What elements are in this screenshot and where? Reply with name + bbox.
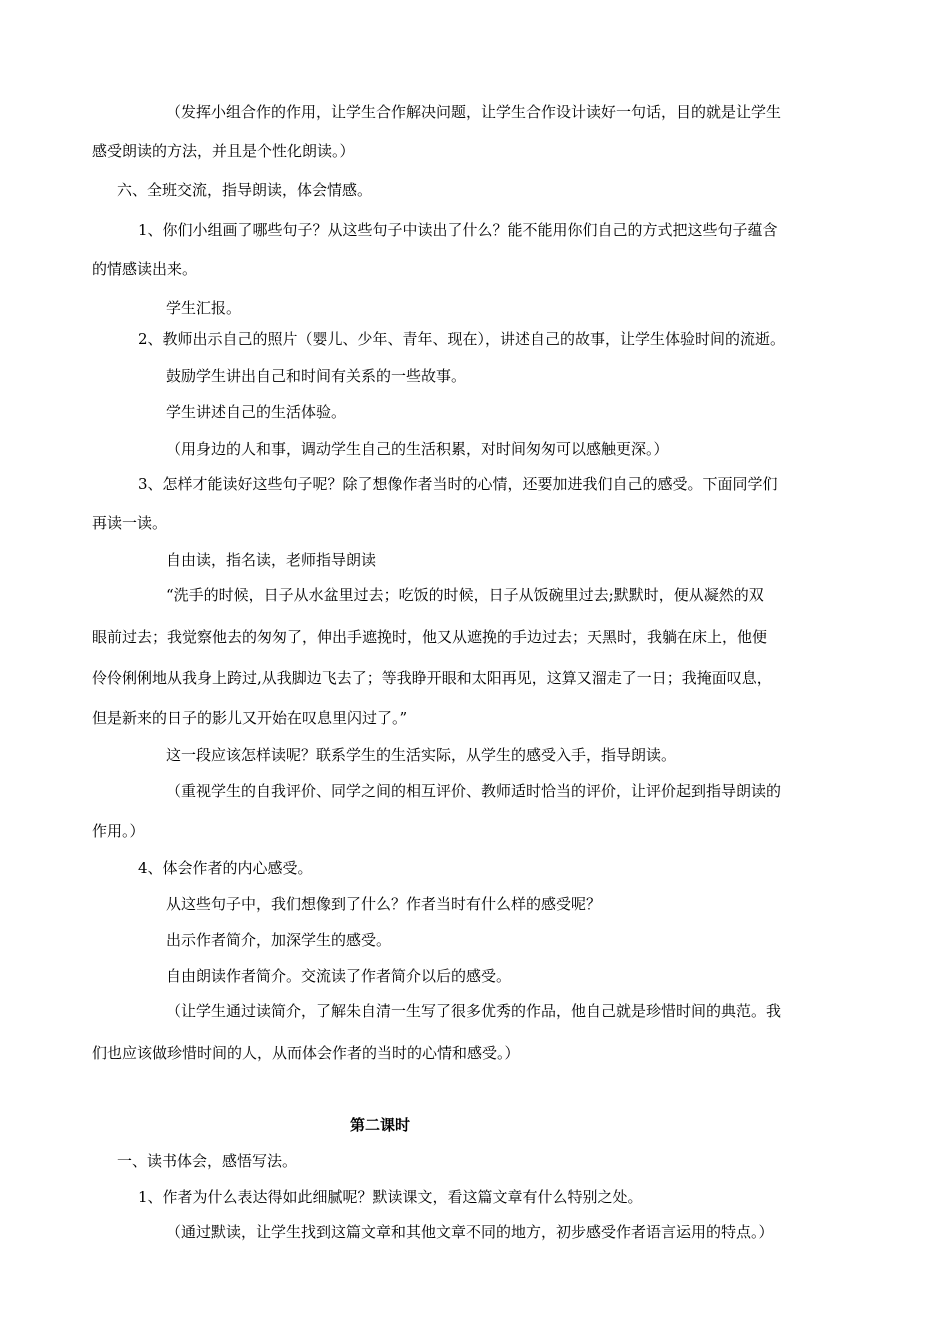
paragraph-line: （重视学生的自我评价、同学之间的相互评价、教师适时恰当的评价，让评价起到指导朗读的: [166, 782, 782, 800]
paragraph-line: 自由读，指名读，老师指导朗读: [166, 551, 377, 569]
paragraph-line: 再读一读。: [92, 514, 168, 532]
paragraph-line: 自由朗读作者简介。交流读了作者简介以后的感受。: [166, 967, 512, 985]
paragraph-line: 感受朗读的方法，并且是个性化朗读。）: [92, 142, 355, 160]
paragraph-line: 1、作者为什么表达得如此细腻呢？默读课文，看这篇文章有什么特别之处。: [138, 1188, 643, 1206]
quote-line: 伶伶俐俐地从我身上跨过,从我脚边飞去了；等我睁开眼和太阳再见，这算又溜走了一日；我掩面叹息，: [92, 669, 772, 687]
paragraph-line: （用身边的人和事，调动学生自己的生活积累，对时间匆匆可以感触更深。）: [166, 440, 669, 458]
paragraph-line: 学生讲述自己的生活体验。: [166, 403, 347, 421]
paragraph-line: 们也应该做珍惜时间的人，从而体会作者的当时的心情和感受。）: [92, 1044, 520, 1062]
paragraph-line: 作用。）: [92, 822, 145, 840]
paragraph-line: （发挥小组合作的作用，让学生合作解决问题，让学生合作设计读好一句话，目的就是让学生: [166, 103, 782, 121]
paragraph-line: 学生汇报。: [166, 299, 242, 317]
section-heading: 一、读书体会，感悟写法。: [117, 1152, 298, 1170]
quote-line: 眼前过去；我觉察他去的匆匆了，伸出手遮挽时，他又从遮挽的手边过去；天黑时，我躺在床上，他便: [92, 628, 768, 646]
paragraph-line: （让学生通过读简介，了解朱自清一生写了很多优秀的作品，他自己就是珍惜时间的典范。我: [166, 1002, 782, 1020]
paragraph-line: 鼓励学生讲出自己和时间有关系的一些故事。: [166, 367, 467, 385]
paragraph-line: 1、你们小组画了哪些句子？从这些句子中读出了什么？能不能用你们自己的方式把这些句子蕴含: [138, 221, 778, 239]
paragraph-line: 从这些句子中，我们想像到了什么？作者当时有什么样的感受呢？: [166, 895, 602, 913]
quote-line: “洗手的时候，日子从水盆里过去；吃饭的时候，日子从饭碗里过去;默默时，便从凝然的双: [166, 586, 764, 604]
paragraph-line: 3、怎样才能读好这些句子呢？除了想像作者当时的心情，还要加进我们自己的感受。下面同学们: [138, 475, 778, 493]
paragraph-line: 2、教师出示自己的照片（婴儿、少年、青年、现在），讲述自己的故事，让学生体验时间的流逝。: [138, 330, 786, 348]
quote-line: 但是新来的日子的影儿又开始在叹息里闪过了。”: [92, 709, 408, 727]
paragraph-line: （通过默读，让学生找到这篇文章和其他文章不同的地方，初步感受作者语言运用的特点。）: [166, 1223, 774, 1241]
paragraph-line: 4、体会作者的内心感受。: [138, 859, 313, 877]
lesson-heading: 第二课时: [350, 1116, 411, 1134]
paragraph-line: 出示作者简介，加深学生的感受。: [166, 931, 392, 949]
paragraph-line: 的情感读出来。: [92, 260, 198, 278]
section-heading: 六、全班交流，指导朗读，体会情感。: [117, 181, 373, 199]
paragraph-line: 这一段应该怎样读呢？联系学生的生活实际，从学生的感受入手，指导朗读。: [166, 746, 677, 764]
